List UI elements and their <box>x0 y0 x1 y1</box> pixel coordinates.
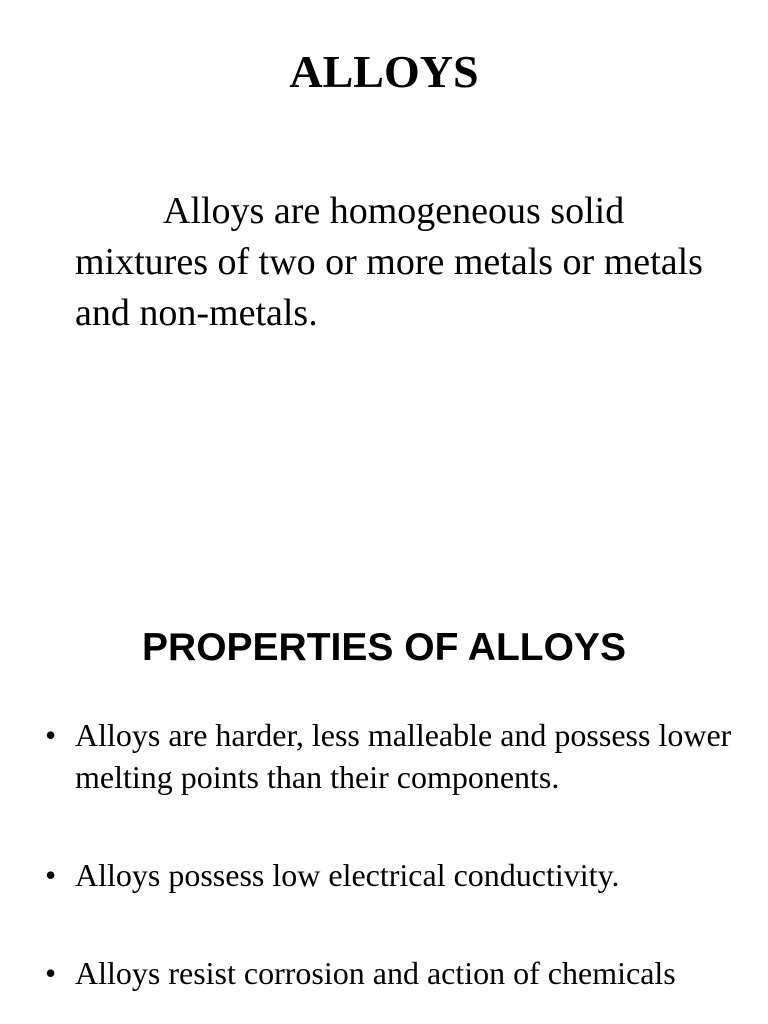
list-item-text: Alloys resist corrosion and action of chemicals <box>75 955 676 991</box>
list-item <box>0 952 768 994</box>
section-heading: PROPERTIES OF ALLOYS <box>142 626 626 669</box>
page-title: ALLOYS <box>289 46 479 97</box>
definition-paragraph: Alloys are homogeneous solid mixtures of two or more metals or metals and non-metals. <box>75 190 703 334</box>
list-item-text: Alloys are harder, less malleable and possess lower melting points than their components. <box>75 717 732 795</box>
list-item <box>0 714 768 798</box>
bullet-icon: • <box>45 717 57 753</box>
properties-list <box>0 714 768 994</box>
list-item <box>0 854 768 896</box>
bullet-icon: • <box>45 857 57 893</box>
list-item-text: Alloys possess low electrical conductivity. <box>75 857 620 893</box>
bullet-icon: • <box>45 955 57 991</box>
